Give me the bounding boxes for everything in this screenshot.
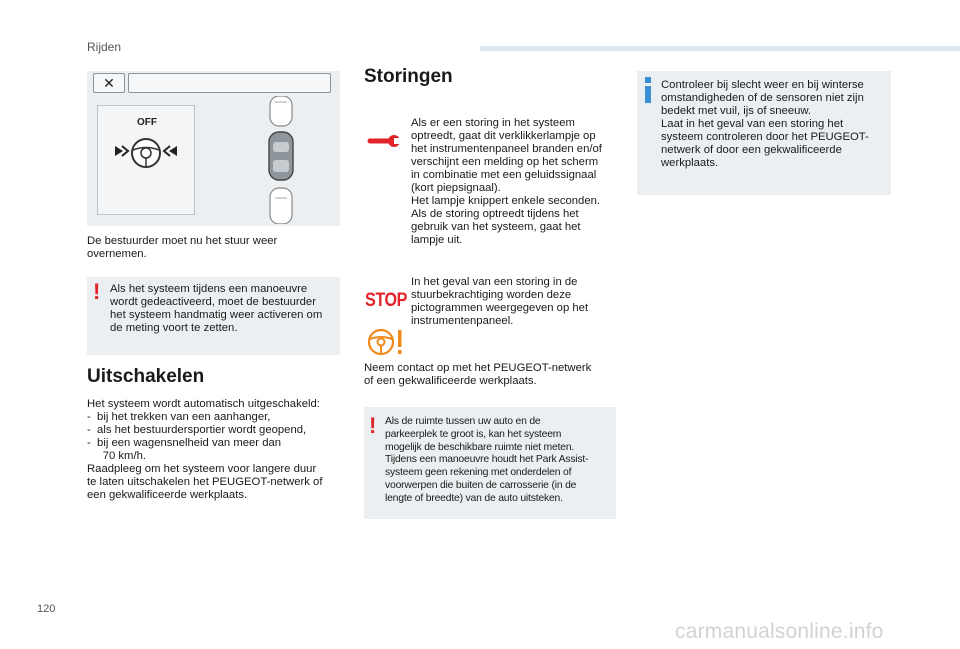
section-header: Rijden — [87, 40, 122, 54]
fault-text: Als er een storing in het systeem optreedt, gaat dit verklikkerlampje op het instrumentenpaneel branden en/of verschijnt een melding op het scherm in combinatie met een geluidssignaal (kort piepsignaal). Het lampje knippert enkele seconden. Als de storing optreedt tijdens het gebruik van het systeem, gaat het lampje uit. — [411, 117, 602, 246]
parking-cars-icon — [262, 96, 300, 224]
uitschakelen-body: Het systeem wordt automatisch uitgeschakeld: - bij het trekken van een aanhanger, - als het bestuurdersportier wordt geopend, - bij een wagensnelheid van meer dan 70 km/h. Raadpleeg om het systeem voor langere duur te laten uitschakelen het PEUGEOT-netwerk of een gekwalificeerde werkplaats. — [87, 398, 323, 501]
header-bar — [480, 46, 960, 51]
stop-icon: STOP — [365, 290, 407, 311]
steering-text: In het geval van een storing in de stuurbekrachtiging worden deze pictogrammen weergegeven op het instrumentenpaneel. — [411, 276, 589, 327]
info-text: Controleer bij slecht weer en bij winterse omstandigheden of de sensoren niet zijn bedekt met vuil, ijs of sneeuw. Laat in het geval van een storing het systeem controleren door het PEUGEOT- netwerk of door een gekwalificeerde werkplaats. — [661, 79, 869, 169]
watermark: carmanualsonline.info — [675, 620, 884, 643]
wrench-icon — [366, 132, 402, 150]
section-title-storingen: Storingen — [364, 66, 453, 87]
intro-text: De bestuurder moet nu het stuur weer overnemen. — [87, 235, 278, 260]
off-label: OFF — [137, 117, 157, 128]
steering-wheel-icon — [113, 133, 179, 173]
page-number: 120 — [37, 603, 56, 615]
display-bar — [128, 73, 331, 93]
steering-fault-icon — [367, 327, 405, 357]
middle-warning-text: Als de ruimte tussen uw auto en de parkeerplek te groot is, kan het systeem mogelijk de beschikbare ruimte niet meten. Tijdens een manoeuvre houdt het Park Assist- systeem geen rekening met onderdelen of voorwerpen die buiten de carrosserie (in de lengte of breedte) van de auto uitsteken. — [385, 416, 589, 504]
section-title-uitschakelen: Uitschakelen — [87, 366, 205, 387]
warning-icon: ! — [93, 279, 101, 304]
middle-warning-icon: ! — [369, 413, 377, 438]
contact-text: Neem contact op met het PEUGEOT-netwerk of een gekwalificeerde werkplaats. — [364, 362, 592, 387]
close-icon: ✕ — [93, 73, 125, 93]
info-icon — [643, 77, 653, 103]
warning-text: Als het systeem tijdens een manoeuvre wordt gedeactiveerd, moet de bestuurder het systeem handmatig weer activeren om de meting voort te zetten. — [110, 283, 323, 334]
